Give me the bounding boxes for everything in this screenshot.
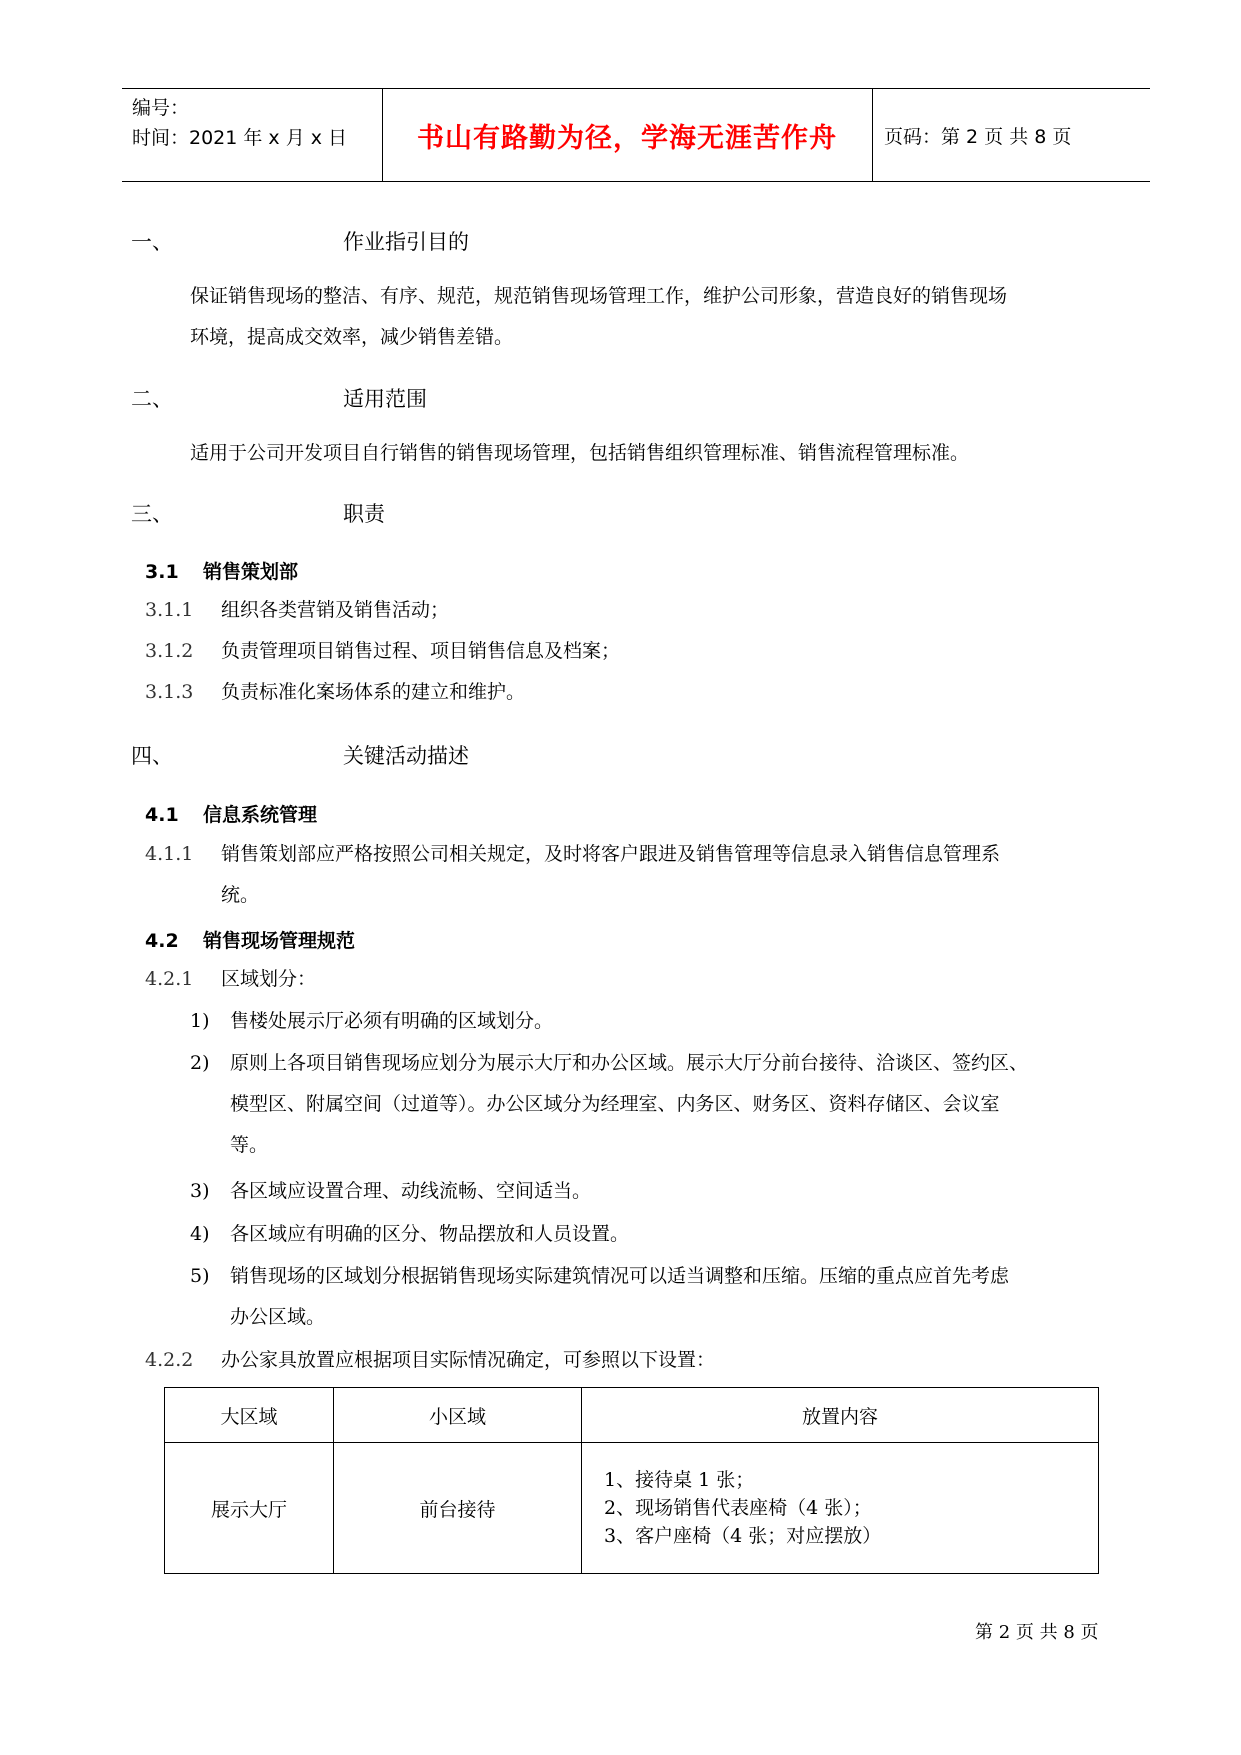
page-header xyxy=(122,88,1150,182)
document-time-label: 时间：2021 年 x 月 x 日 xyxy=(132,127,348,149)
document-number-label: 编号： xyxy=(132,97,190,119)
table-cell-line: 3、客户座椅（4 张；对应摆放） xyxy=(604,1525,882,1547)
table-header-cell: 放置内容 xyxy=(582,1388,1099,1443)
list-text-line: 原则上各项目销售现场应划分为展示大厅和办公区域。展示大厅分前台接待、洽谈区、签约区、 xyxy=(230,1052,1029,1074)
list-text xyxy=(230,1214,1125,1255)
item-text-line: 统。 xyxy=(221,884,260,906)
table-cell-line: 2、现场销售代表座椅（4 张）； xyxy=(604,1497,872,1519)
section-title: 关键活动描述 xyxy=(343,744,469,768)
section-number: 一、 xyxy=(131,230,173,254)
section-title: 职责 xyxy=(343,502,385,526)
list-text xyxy=(230,1043,1125,1166)
table-header-row xyxy=(165,1388,1099,1443)
list-number: 1) xyxy=(190,1010,210,1032)
list-number: 2) xyxy=(190,1052,210,1074)
subsection-heading xyxy=(145,926,355,953)
page-footer: 第 2 页 共 8 页 xyxy=(975,1622,1099,1643)
item-number: 3.1.1 xyxy=(145,599,194,621)
table-cell xyxy=(582,1443,1099,1574)
item-number: 3.1.2 xyxy=(145,640,194,662)
item-number: 3.1.3 xyxy=(145,681,194,703)
list-number: 5) xyxy=(190,1265,210,1287)
item-number: 4.1.1 xyxy=(145,843,194,865)
item-number: 4.2.2 xyxy=(145,1349,194,1371)
paragraph-line: 保证销售现场的整洁、有序、规范，规范销售现场管理工作，维护公司形象，营造良好的销售现场 xyxy=(190,285,1008,307)
item-text: 负责标准化案场体系的建立和维护。 xyxy=(221,681,526,703)
subsection-title: 销售策划部 xyxy=(203,561,299,583)
subsection-number: 3.1 xyxy=(145,561,179,583)
header-divider xyxy=(872,89,873,181)
subsection-heading xyxy=(145,800,317,827)
item-number: 4.2.1 xyxy=(145,968,194,990)
list-text-line: 模型区、附属空间（过道等）。办公区域分为经理室、内务区、财务区、资料存储区、会议室 xyxy=(230,1093,1000,1115)
paragraph-line: 适用于公司开发项目自行销售的销售现场管理，包括销售组织管理标准、销售流程管理标准。 xyxy=(190,442,970,464)
item-text: 办公家具放置应根据项目实际情况确定，可参照以下设置： xyxy=(221,1349,716,1371)
list-text xyxy=(230,1256,1125,1338)
subsection-title: 信息系统管理 xyxy=(203,804,318,826)
item-text: 组织各类营销及销售活动； xyxy=(221,599,450,621)
list-text-line: 销售现场的区域划分根据销售现场实际建筑情况可以适当调整和压缩。压缩的重点应首先考虑 xyxy=(230,1265,1010,1287)
list-text-line: 等。 xyxy=(230,1134,269,1156)
item-text-line: 销售策划部应严格按照公司相关规定，及时将客户跟进及销售管理等信息录入销售信息管理系 xyxy=(221,843,1001,865)
header-meta xyxy=(132,93,392,153)
list-text-line: 售楼处展示厅必须有明确的区域划分。 xyxy=(230,1010,554,1032)
list-text-line: 各区域应设置合理、动线流畅、空间适当。 xyxy=(230,1180,592,1202)
header-page-label: 页码：第 2 页 共 8 页 xyxy=(884,125,1072,148)
paragraph xyxy=(190,433,969,474)
list-number: 4) xyxy=(190,1223,210,1245)
table-header-cell: 大区域 xyxy=(165,1388,334,1443)
table-header-cell: 小区域 xyxy=(334,1388,582,1443)
header-motto: 书山有路勤为径，学海无涯苦作舟 xyxy=(417,122,837,154)
item-text xyxy=(221,834,1121,916)
item-text: 负责管理项目销售过程、项目销售信息及档案； xyxy=(221,640,621,662)
section-number: 三、 xyxy=(131,502,173,526)
list-text xyxy=(230,1171,1125,1212)
subsection-heading xyxy=(145,557,298,584)
paragraph-line: 环境，提高成交效率，减少销售差错。 xyxy=(190,326,514,348)
subsection-title: 销售现场管理规范 xyxy=(203,930,356,952)
paragraph xyxy=(190,276,1007,358)
section-title: 适用范围 xyxy=(343,387,427,411)
list-number: 3) xyxy=(190,1180,210,1202)
list-text-line: 各区域应有明确的区分、物品摆放和人员设置。 xyxy=(230,1223,630,1245)
table-row xyxy=(165,1443,1099,1574)
table-cell: 展示大厅 xyxy=(165,1443,334,1574)
table-cell-line: 1、接待桌 1 张； xyxy=(604,1469,755,1491)
item-text: 区域划分： xyxy=(221,968,317,990)
list-text xyxy=(230,1001,1125,1042)
section-number: 二、 xyxy=(131,387,173,411)
furniture-table xyxy=(164,1387,1099,1574)
subsection-number: 4.1 xyxy=(145,804,179,826)
section-number: 四、 xyxy=(131,744,173,768)
section-title: 作业指引目的 xyxy=(343,230,469,254)
subsection-number: 4.2 xyxy=(145,930,179,952)
list-text-line: 办公区域。 xyxy=(230,1306,326,1328)
table-cell: 前台接待 xyxy=(334,1443,582,1574)
